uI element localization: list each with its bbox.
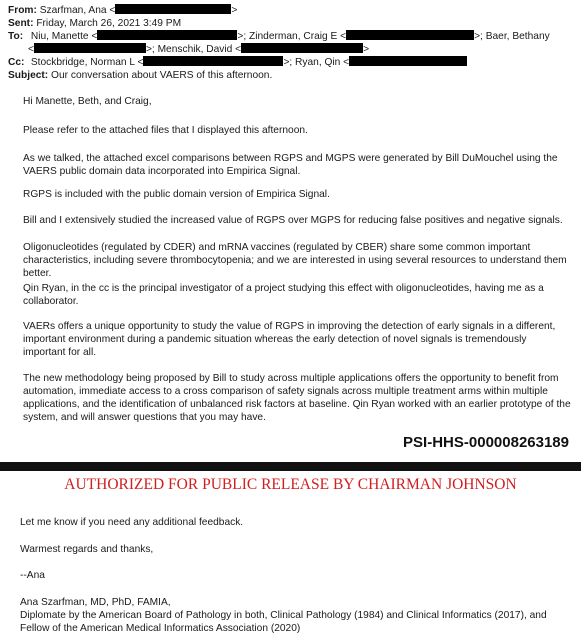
body-paragraph: Qin Ryan, in the cc is the principal investigator of a project studying this effect with oligonucleotides, having me as a collaborator. <box>23 283 544 307</box>
subject-value: Our conversation about VAERS of this afternoon. <box>51 70 273 81</box>
redaction-box <box>115 4 231 14</box>
redaction-box <box>241 43 363 53</box>
redaction-box <box>34 43 146 53</box>
signature-line: Ana Szarfman, MD, PhD, FAMIA, <box>20 597 171 608</box>
sign-off: --Ana <box>20 570 45 581</box>
to-open: < <box>28 44 34 55</box>
closing-line: Let me know if you need any additional feedback. <box>20 517 244 528</box>
subject-line <box>8 69 272 82</box>
cc-line <box>8 56 467 69</box>
body-paragraph: The new methodology being proposed by Bill to study across multiple applications offers the opportunity to benefit from automation, immediate access to a cross comparison of safety signals across multiple treatment arms within multiple applications, and the identification of unbalanced risk factors at baseline. Qin Ryan worked with an earlier prototype of the system, and will answer questions that you may have. <box>23 373 571 423</box>
release-banner: AUTHORIZED FOR PUBLIC RELEASE BY CHAIRMAN JOHNSON <box>64 476 517 493</box>
from-value: Szarfman, Ana < <box>39 5 116 16</box>
body-paragraph: As we talked, the attached excel comparisons between RGPS and MGPS were generated by Bill DuMouchel using the VAERS public domain data incorporated into Empirica Signal. <box>23 153 558 177</box>
signature-line: Diplomate by the American Board of Pathology in both, Clinical Pathology (1984) and Clinical Informatics (2017), and <box>20 610 547 621</box>
body-paragraph: VAERs offers a unique opportunity to study the value of RGPS in improving the detection of early signals in a different, important environment during a pandemic situation whereas the early detection of novel signals is tremendously important for all. <box>23 321 556 358</box>
signature-line: Fellow of the American Medical Informatics Association (2020) <box>20 623 301 634</box>
cc-ryan: >; Ryan, Qin < <box>283 57 350 68</box>
subject-label: Subject: <box>8 70 49 81</box>
body-paragraph: Please refer to the attached files that I displayed this afternoon. <box>23 125 308 136</box>
from-label: From: <box>8 5 37 16</box>
to-niu: Niu, Manette < <box>30 31 98 42</box>
to-close: > <box>363 44 370 55</box>
from-line <box>8 4 237 17</box>
redaction-box <box>346 30 474 40</box>
bates-number: PSI-HHS-000008263189 <box>403 434 569 451</box>
to-line-1 <box>8 30 550 43</box>
greeting: Hi Manette, Beth, and Craig, <box>23 96 152 107</box>
to-label: To: <box>8 31 24 42</box>
redaction-box <box>97 30 237 40</box>
to-menschik: >; Menschik, David < <box>145 44 242 55</box>
to-baer: >; Baer, Bethany <box>474 31 550 42</box>
redaction-box <box>143 56 283 66</box>
to-zinderman: >; Zinderman, Craig E < <box>237 31 347 42</box>
redaction-box <box>349 56 467 66</box>
sent-label: Sent: <box>8 18 34 29</box>
from-close: > <box>231 5 238 16</box>
cc-stockbridge: Stockbridge, Norman L < <box>30 57 144 68</box>
body-paragraph: RGPS is included with the public domain version of Empirica Signal. <box>23 189 330 200</box>
cc-label: Cc: <box>8 57 25 68</box>
to-line-2 <box>28 43 369 56</box>
sent-value: Friday, March 26, 2021 3:49 PM <box>36 18 182 29</box>
body-paragraph: Bill and I extensively studied the increased value of RGPS over MGPS for reducing false positives and negative signals. <box>23 215 563 226</box>
body-paragraph: Oligonucleotides (regulated by CDER) and mRNA vaccines (regulated by CBER) share some common important characteristics, including severe thrombocytopenia; and we are interested in using several resources to understand them better. <box>23 242 567 279</box>
sent-line <box>8 17 181 30</box>
page-separator <box>0 462 581 471</box>
closing-line: Warmest regards and thanks, <box>20 544 154 555</box>
